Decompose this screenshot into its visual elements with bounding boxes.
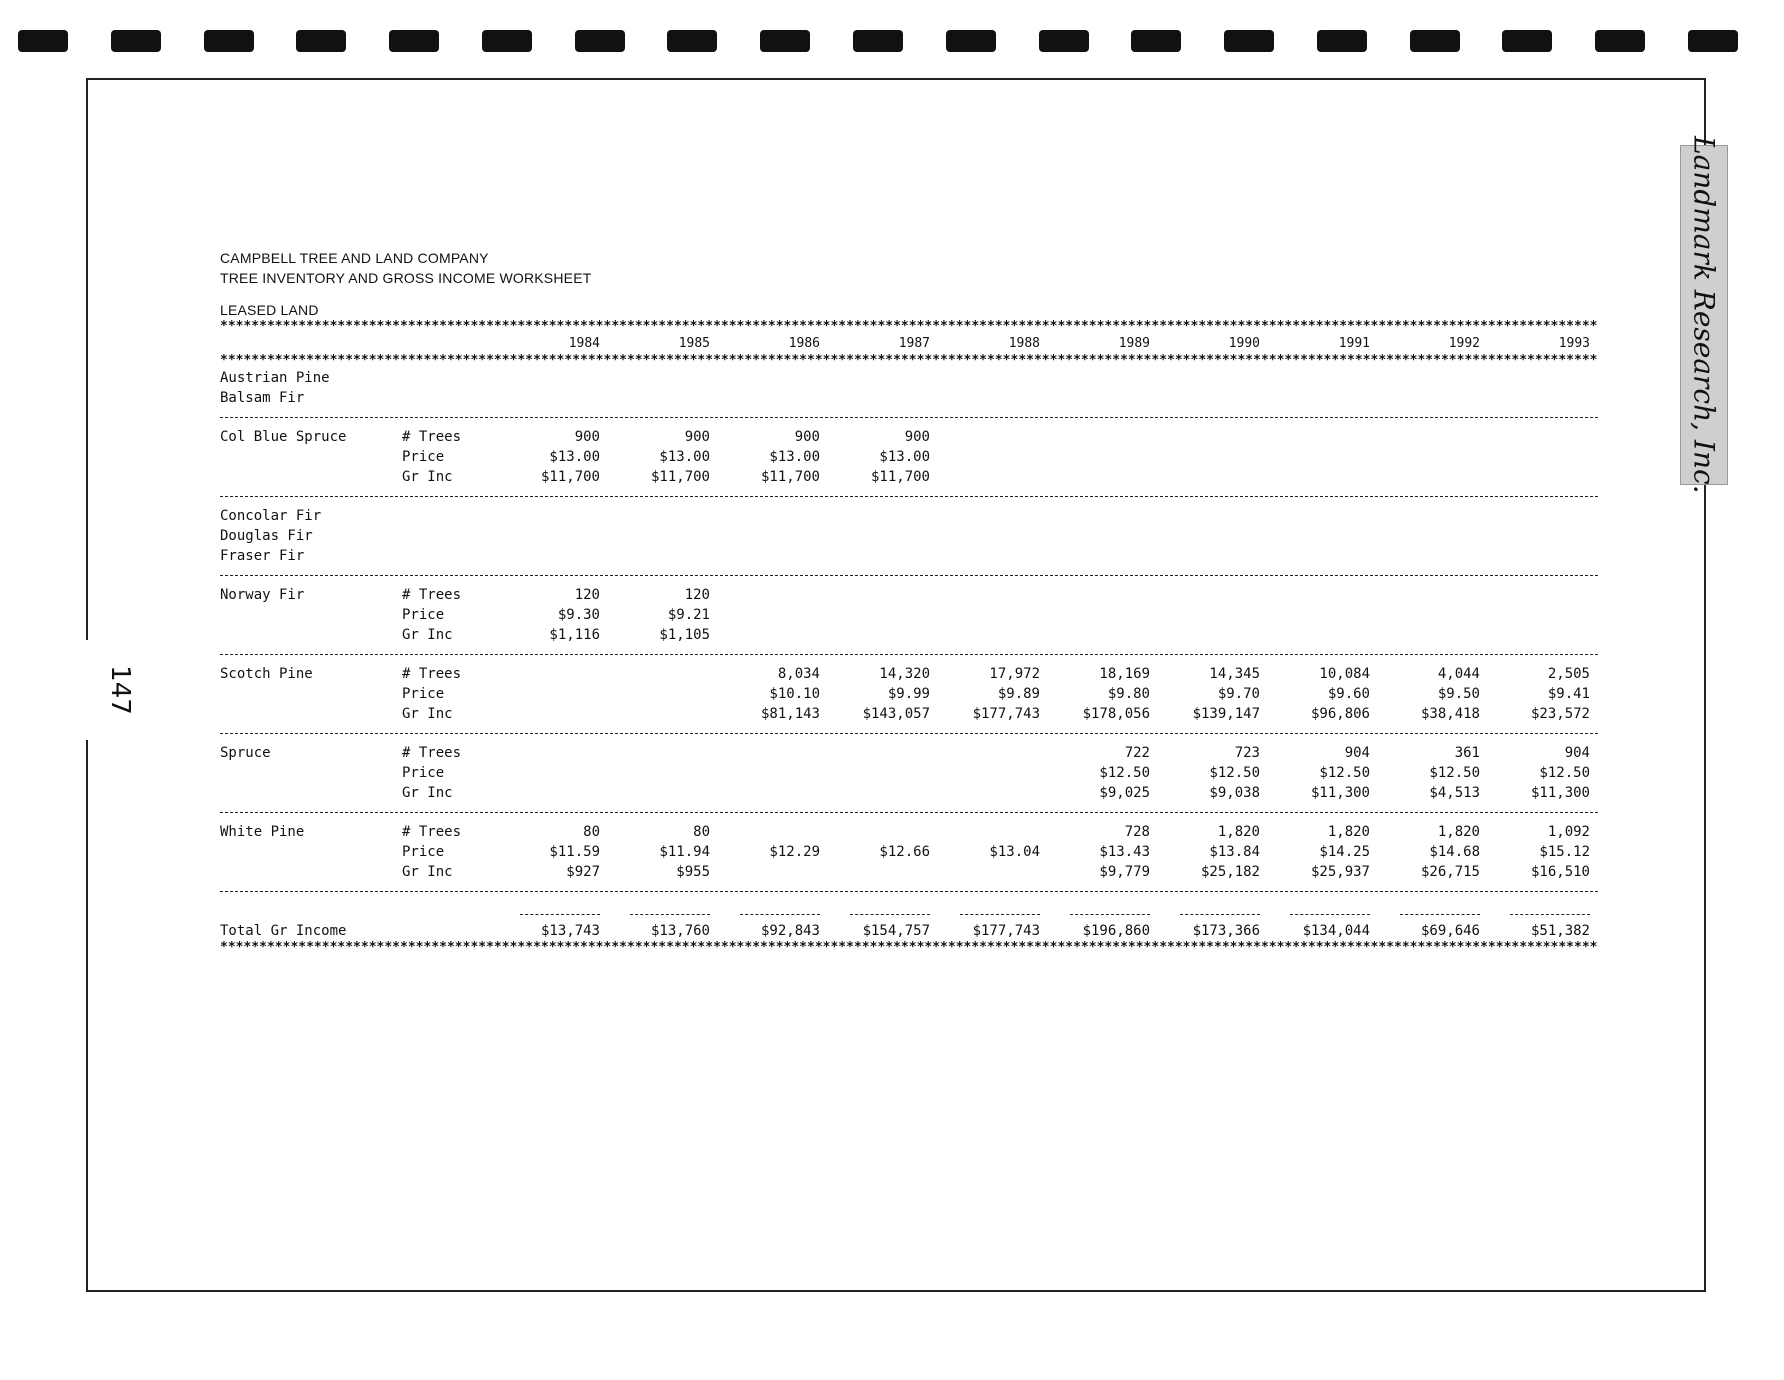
year-header: 1986 bbox=[788, 336, 820, 351]
value-cell: $81,143 bbox=[760, 706, 820, 722]
value-cell bbox=[830, 605, 940, 625]
value-cell: 14,320 bbox=[879, 666, 930, 682]
side-tab-label: Landmark Research, Inc. bbox=[1687, 136, 1721, 494]
value-cell bbox=[940, 427, 1050, 447]
binder-hole bbox=[1317, 30, 1367, 52]
value-cell: $955 bbox=[676, 864, 710, 880]
value-cell bbox=[1270, 447, 1380, 467]
total-table bbox=[220, 901, 1600, 941]
value-cell bbox=[500, 684, 610, 704]
value-cell: $12.50 bbox=[1429, 765, 1480, 781]
underline-mark bbox=[630, 914, 710, 915]
value-cell: 1,092 bbox=[1547, 824, 1590, 840]
year-header: 1993 bbox=[1558, 336, 1590, 351]
table-row bbox=[220, 763, 1600, 783]
species-group bbox=[220, 822, 1600, 882]
dashed-separator bbox=[220, 417, 1598, 418]
value-cell bbox=[830, 625, 940, 645]
value-cell: $9.50 bbox=[1437, 686, 1480, 702]
side-tab bbox=[1680, 136, 1728, 494]
table-row bbox=[220, 506, 1600, 526]
value-cell bbox=[830, 783, 940, 803]
binder-hole bbox=[853, 30, 903, 52]
metric-label: Price bbox=[402, 765, 445, 781]
table-row bbox=[220, 605, 1600, 625]
table-row bbox=[220, 526, 1600, 546]
value-cell bbox=[830, 862, 940, 882]
value-cell: 723 bbox=[1234, 745, 1260, 761]
frame-gap bbox=[80, 640, 94, 740]
value-cell bbox=[1050, 585, 1160, 605]
total-underline-row bbox=[220, 901, 1600, 921]
company-title: CAMPBELL TREE AND LAND COMPANY bbox=[220, 250, 489, 266]
value-cell: $26,715 bbox=[1420, 864, 1480, 880]
value-cell: $11.94 bbox=[659, 844, 710, 860]
value-cell: $11,700 bbox=[650, 469, 710, 485]
value-cell: $12.50 bbox=[1539, 765, 1590, 781]
value-cell bbox=[1160, 447, 1270, 467]
value-cell: $12.50 bbox=[1319, 765, 1370, 781]
value-cell bbox=[940, 447, 1050, 467]
value-cell: $11.59 bbox=[549, 844, 600, 860]
species-name: Scotch Pine bbox=[220, 666, 313, 682]
value-cell: 120 bbox=[574, 587, 600, 603]
underline-mark bbox=[1290, 914, 1370, 915]
species-group bbox=[220, 743, 1600, 803]
value-cell bbox=[940, 862, 1050, 882]
value-cell: $11,700 bbox=[540, 469, 600, 485]
table-row bbox=[220, 585, 1600, 605]
total-underline bbox=[830, 901, 940, 921]
species-groups bbox=[220, 368, 1598, 892]
total-value: $154,757 bbox=[862, 923, 930, 939]
value-cell: $13.00 bbox=[879, 449, 930, 465]
value-cell bbox=[940, 467, 1050, 487]
worksheet-title: TREE INVENTORY AND GROSS INCOME WORKSHEET bbox=[220, 270, 592, 286]
value-cell: $10.10 bbox=[769, 686, 820, 702]
value-cell bbox=[830, 743, 940, 763]
species-group bbox=[220, 585, 1600, 645]
total-value: $177,743 bbox=[972, 923, 1040, 939]
total-underline bbox=[610, 901, 720, 921]
value-cell bbox=[500, 664, 610, 684]
binder-hole bbox=[1224, 30, 1274, 52]
value-cell: $11,300 bbox=[1530, 785, 1590, 801]
value-cell: $9.60 bbox=[1327, 686, 1370, 702]
value-cell: $12.50 bbox=[1099, 765, 1150, 781]
species-group bbox=[220, 368, 1600, 408]
year-header: 1985 bbox=[678, 336, 710, 351]
value-cell: $143,057 bbox=[862, 706, 930, 722]
value-cell: 900 bbox=[574, 429, 600, 445]
value-cell: $11,700 bbox=[760, 469, 820, 485]
value-cell bbox=[720, 585, 830, 605]
value-cell: $13.00 bbox=[549, 449, 600, 465]
total-underline bbox=[720, 901, 830, 921]
value-cell: $13.00 bbox=[659, 449, 710, 465]
species-group bbox=[220, 664, 1600, 724]
value-cell bbox=[720, 743, 830, 763]
value-cell bbox=[1490, 625, 1600, 645]
value-cell bbox=[1380, 427, 1490, 447]
dashed-separator bbox=[220, 575, 1598, 576]
value-cell bbox=[1490, 585, 1600, 605]
total-value: $173,366 bbox=[1192, 923, 1260, 939]
total-underline bbox=[1490, 901, 1600, 921]
value-cell bbox=[1270, 585, 1380, 605]
year-header: 1989 bbox=[1118, 336, 1150, 351]
value-cell: $9.80 bbox=[1107, 686, 1150, 702]
total-value: $196,860 bbox=[1082, 923, 1150, 939]
value-cell: $25,937 bbox=[1310, 864, 1370, 880]
value-cell: 17,972 bbox=[989, 666, 1040, 682]
value-cell bbox=[1050, 605, 1160, 625]
value-cell bbox=[610, 783, 720, 803]
value-cell bbox=[1490, 427, 1600, 447]
year-header: 1987 bbox=[898, 336, 930, 351]
section-title: LEASED LAND bbox=[220, 302, 319, 318]
binder-hole bbox=[1688, 30, 1738, 52]
metric-label: Price bbox=[402, 686, 445, 702]
value-cell: 900 bbox=[904, 429, 930, 445]
metric-label: Price bbox=[402, 449, 445, 465]
year-header: 1988 bbox=[1008, 336, 1040, 351]
dashed-separator bbox=[220, 733, 1598, 734]
binder-hole bbox=[946, 30, 996, 52]
table-row bbox=[220, 743, 1600, 763]
species-name: Douglas Fir bbox=[220, 528, 313, 544]
value-cell: 900 bbox=[794, 429, 820, 445]
year-header-row bbox=[220, 334, 1600, 354]
total-value: $92,843 bbox=[760, 923, 820, 939]
value-cell bbox=[1490, 447, 1600, 467]
year-header: 1984 bbox=[568, 336, 600, 351]
value-cell bbox=[610, 763, 720, 783]
value-cell bbox=[940, 743, 1050, 763]
species-name: Concolar Fir bbox=[220, 508, 322, 524]
value-cell bbox=[1050, 447, 1160, 467]
value-cell bbox=[720, 625, 830, 645]
value-cell: $177,743 bbox=[972, 706, 1040, 722]
value-cell: $14.68 bbox=[1429, 844, 1480, 860]
year-header: 1991 bbox=[1338, 336, 1370, 351]
binder-hole bbox=[1410, 30, 1460, 52]
species-group bbox=[220, 427, 1600, 487]
worksheet bbox=[220, 248, 1598, 955]
binder-hole bbox=[1039, 30, 1089, 52]
metric-label: Gr Inc bbox=[402, 864, 453, 880]
total-value: $69,646 bbox=[1420, 923, 1480, 939]
value-cell: $15.12 bbox=[1539, 844, 1590, 860]
value-cell: $9.70 bbox=[1217, 686, 1260, 702]
value-cell: $4,513 bbox=[1429, 785, 1480, 801]
binder-hole bbox=[1131, 30, 1181, 52]
value-cell: $13.04 bbox=[989, 844, 1040, 860]
star-rule bbox=[220, 941, 1598, 955]
value-cell bbox=[1160, 605, 1270, 625]
total-underline bbox=[1050, 901, 1160, 921]
page-number-text: 147 bbox=[105, 665, 136, 715]
value-cell bbox=[720, 862, 830, 882]
value-cell: 120 bbox=[684, 587, 710, 603]
value-cell: 722 bbox=[1124, 745, 1150, 761]
value-cell bbox=[500, 704, 610, 724]
total-underline bbox=[1380, 901, 1490, 921]
value-cell: $927 bbox=[566, 864, 600, 880]
total-value: $134,044 bbox=[1302, 923, 1370, 939]
value-cell: $96,806 bbox=[1310, 706, 1370, 722]
total-value: $51,382 bbox=[1530, 923, 1590, 939]
value-cell: $9.89 bbox=[997, 686, 1040, 702]
value-cell: $9,779 bbox=[1099, 864, 1150, 880]
value-cell bbox=[720, 783, 830, 803]
dashed-separator bbox=[220, 812, 1598, 813]
value-cell bbox=[610, 743, 720, 763]
value-cell: $13.00 bbox=[769, 449, 820, 465]
table-row bbox=[220, 862, 1600, 882]
table-row bbox=[220, 664, 1600, 684]
table-row bbox=[220, 427, 1600, 447]
value-cell: $1,105 bbox=[659, 627, 710, 643]
table-row bbox=[220, 625, 1600, 645]
underline-mark bbox=[1400, 914, 1480, 915]
table-row bbox=[220, 368, 1600, 388]
value-cell bbox=[1490, 605, 1600, 625]
value-cell: 904 bbox=[1344, 745, 1370, 761]
species-name: Col Blue Spruce bbox=[220, 429, 347, 445]
metric-label: Price bbox=[402, 844, 445, 860]
value-cell bbox=[1490, 467, 1600, 487]
binder-hole bbox=[1502, 30, 1552, 52]
underline-mark bbox=[740, 914, 820, 915]
total-underline bbox=[1270, 901, 1380, 921]
value-cell: $9,038 bbox=[1209, 785, 1260, 801]
value-cell bbox=[940, 585, 1050, 605]
value-cell bbox=[940, 783, 1050, 803]
value-cell bbox=[610, 684, 720, 704]
value-cell bbox=[610, 664, 720, 684]
value-cell bbox=[500, 763, 610, 783]
underline-mark bbox=[1070, 914, 1150, 915]
value-cell bbox=[830, 763, 940, 783]
value-cell: 904 bbox=[1564, 745, 1590, 761]
value-cell bbox=[1050, 467, 1160, 487]
value-cell: 900 bbox=[684, 429, 710, 445]
value-cell: $12.50 bbox=[1209, 765, 1260, 781]
binder-holes bbox=[18, 30, 1738, 52]
value-cell: 1,820 bbox=[1327, 824, 1370, 840]
value-cell: $11,700 bbox=[870, 469, 930, 485]
value-cell bbox=[1270, 625, 1380, 645]
species-name: Spruce bbox=[220, 745, 271, 761]
value-cell: 4,044 bbox=[1437, 666, 1480, 682]
metric-label: Gr Inc bbox=[402, 706, 453, 722]
value-cell bbox=[1160, 625, 1270, 645]
value-cell: $9.30 bbox=[557, 607, 600, 623]
species-name: White Pine bbox=[220, 824, 305, 840]
dashed-separator bbox=[220, 496, 1598, 497]
table-row bbox=[220, 822, 1600, 842]
value-cell: 8,034 bbox=[777, 666, 820, 682]
metric-label: Gr Inc bbox=[402, 785, 453, 801]
value-cell bbox=[1380, 447, 1490, 467]
value-cell: $9,025 bbox=[1099, 785, 1150, 801]
metric-label: # Trees bbox=[402, 587, 462, 603]
total-label: Total Gr Income bbox=[220, 923, 347, 939]
table-row bbox=[220, 447, 1600, 467]
value-cell bbox=[830, 585, 940, 605]
total-underline bbox=[1160, 901, 1270, 921]
value-cell bbox=[940, 822, 1050, 842]
star-rule bbox=[220, 320, 1598, 334]
year-header-table bbox=[220, 334, 1600, 354]
metric-label: # Trees bbox=[402, 824, 462, 840]
table-row bbox=[220, 783, 1600, 803]
underline-mark bbox=[960, 914, 1040, 915]
value-cell: $16,510 bbox=[1530, 864, 1590, 880]
value-cell bbox=[1050, 427, 1160, 447]
species-group bbox=[220, 506, 1600, 566]
binder-hole bbox=[296, 30, 346, 52]
value-cell: $9.99 bbox=[887, 686, 930, 702]
value-cell bbox=[1380, 625, 1490, 645]
value-cell bbox=[610, 704, 720, 724]
binder-hole bbox=[760, 30, 810, 52]
value-cell: 80 bbox=[583, 824, 600, 840]
total-value: $13,760 bbox=[650, 923, 710, 939]
table-row bbox=[220, 388, 1600, 408]
value-cell: 2,505 bbox=[1547, 666, 1590, 682]
binder-hole bbox=[482, 30, 532, 52]
binder-hole bbox=[575, 30, 625, 52]
metric-label: Gr Inc bbox=[402, 627, 453, 643]
value-cell: 1,820 bbox=[1437, 824, 1480, 840]
value-cell: 1,820 bbox=[1217, 824, 1260, 840]
value-cell: $25,182 bbox=[1200, 864, 1260, 880]
year-header: 1992 bbox=[1448, 336, 1480, 351]
table-row bbox=[220, 842, 1600, 862]
species-name: Austrian Pine bbox=[220, 370, 330, 386]
table-row bbox=[220, 704, 1600, 724]
value-cell bbox=[720, 822, 830, 842]
metric-label: # Trees bbox=[402, 745, 462, 761]
value-cell: $12.66 bbox=[879, 844, 930, 860]
metric-label: # Trees bbox=[402, 666, 462, 682]
value-cell: $23,572 bbox=[1530, 706, 1590, 722]
species-name: Balsam Fir bbox=[220, 390, 305, 406]
value-cell bbox=[1380, 605, 1490, 625]
value-cell bbox=[1050, 625, 1160, 645]
value-cell bbox=[500, 783, 610, 803]
binder-hole bbox=[389, 30, 439, 52]
star-rule bbox=[220, 354, 1598, 368]
binder-hole bbox=[111, 30, 161, 52]
dashed-separator bbox=[220, 654, 1598, 655]
table-row bbox=[220, 467, 1600, 487]
table-row bbox=[220, 684, 1600, 704]
value-cell bbox=[720, 605, 830, 625]
value-cell: 18,169 bbox=[1099, 666, 1150, 682]
metric-label: # Trees bbox=[402, 429, 462, 445]
value-cell bbox=[1160, 427, 1270, 447]
value-cell: $11,300 bbox=[1310, 785, 1370, 801]
value-cell: 14,345 bbox=[1209, 666, 1260, 682]
underline-mark bbox=[1180, 914, 1260, 915]
binder-hole bbox=[204, 30, 254, 52]
value-cell: $13.43 bbox=[1099, 844, 1150, 860]
value-cell bbox=[830, 822, 940, 842]
value-cell bbox=[1270, 467, 1380, 487]
value-cell: $1,116 bbox=[549, 627, 600, 643]
value-cell bbox=[940, 763, 1050, 783]
value-cell: 80 bbox=[693, 824, 710, 840]
value-cell bbox=[940, 625, 1050, 645]
page-number bbox=[100, 650, 140, 730]
value-cell bbox=[1160, 585, 1270, 605]
metric-label: Gr Inc bbox=[402, 469, 453, 485]
underline-mark bbox=[520, 914, 600, 915]
value-cell bbox=[1160, 467, 1270, 487]
value-cell bbox=[1270, 427, 1380, 447]
binder-hole bbox=[1595, 30, 1645, 52]
value-cell bbox=[720, 763, 830, 783]
value-cell: 728 bbox=[1124, 824, 1150, 840]
value-cell bbox=[1380, 585, 1490, 605]
underline-mark bbox=[850, 914, 930, 915]
value-cell: $139,147 bbox=[1192, 706, 1260, 722]
value-cell bbox=[500, 743, 610, 763]
value-cell: 361 bbox=[1454, 745, 1480, 761]
value-cell: $14.25 bbox=[1319, 844, 1370, 860]
table-row bbox=[220, 546, 1600, 566]
dashed-separator bbox=[220, 891, 1598, 892]
value-cell: $178,056 bbox=[1082, 706, 1150, 722]
value-cell: $9.21 bbox=[667, 607, 710, 623]
species-name: Fraser Fir bbox=[220, 548, 305, 564]
value-cell bbox=[940, 605, 1050, 625]
value-cell bbox=[1270, 605, 1380, 625]
value-cell: $9.41 bbox=[1547, 686, 1590, 702]
underline-mark bbox=[1510, 914, 1590, 915]
value-cell: 10,084 bbox=[1319, 666, 1370, 682]
value-cell: $38,418 bbox=[1420, 706, 1480, 722]
value-cell bbox=[1380, 467, 1490, 487]
value-cell: $13.84 bbox=[1209, 844, 1260, 860]
total-underline bbox=[940, 901, 1050, 921]
total-underline bbox=[500, 901, 610, 921]
year-header: 1990 bbox=[1228, 336, 1260, 351]
metric-label: Price bbox=[402, 607, 445, 623]
binder-hole bbox=[18, 30, 68, 52]
total-value: $13,743 bbox=[540, 923, 600, 939]
species-name: Norway Fir bbox=[220, 587, 305, 603]
value-cell: $12.29 bbox=[769, 844, 820, 860]
total-row bbox=[220, 921, 1600, 941]
binder-hole bbox=[667, 30, 717, 52]
